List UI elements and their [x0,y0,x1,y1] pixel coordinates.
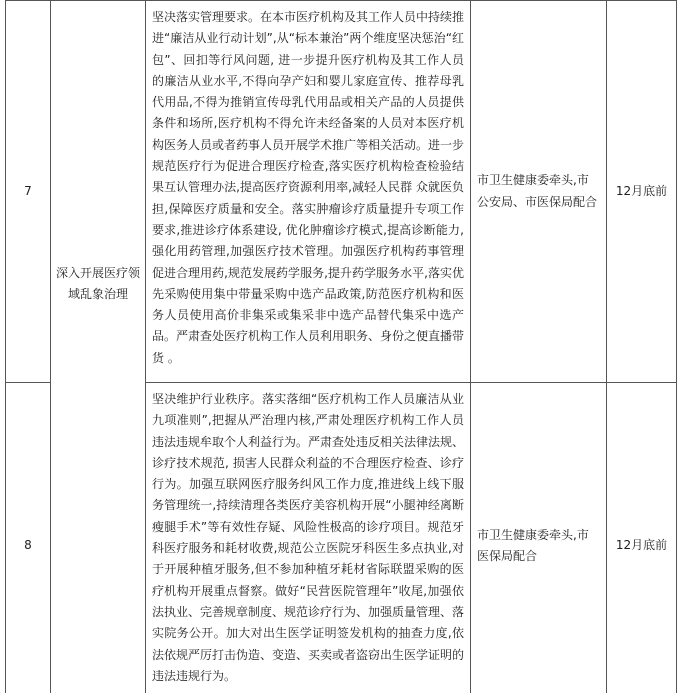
content-cell [146,383,471,693]
content-cell [146,1,471,383]
row-content-text: 坚决落实管理要求。在本市医疗机构及其工作人员中持续推进“廉洁从业行动计划”,从“标本兼治”两个维度坚决惩治“红包”、回扣等行风问题, 进一步提升医疗机构及其工作人员的廉洁从业水平,不得向孕产妇和婴儿家庭宣传、推荐母乳代用品,不得为推销宣传母乳代用品或相关产品的人员提供条件和场所,医疗机构不得允许未经备案的人员对本医疗机构医务人员或者药事人员开展学术推广等相关活动。进一步规范医疗行为促进合理医疗检查,落实医疗机构检查检验结果互认管理办法,提高医疗资源利用率,减轻人民群 众就医负担,保障医疗质量和安全。落实肿瘤诊疗质量提升专项工作要求,推进诊疗体系建设, 优化肿瘤诊疗模式,提高诊断能力,强化用药管理,加强医疗技术管理。加强医疗机构药事管理 促进合理用药,规范发展药学服务,提升药学服务水平,落实优先采购使用集中带量采购中选产品政策,防范医疗机构和医务人员使用高价非集采或集采非中选产品替代集采中选产品。严肃查处医疗机构工作人员利用职务、身份之便直播带货 。 [152,10,465,365]
deadline-cell [607,383,677,693]
deadline-text: 12月底前 [615,183,668,198]
departments-cell [471,1,607,383]
deadline-cell [607,1,677,383]
task-name: 深入开展医疗领域乱象治理 [55,266,140,301]
departments-cell [471,383,607,693]
row-content-text: 坚决维护行业秩序。落实落细“医疗机构工作人员廉洁从业九项准则”,把握从严治理内核,严肃处理医疗机构工作人员违法违规牟取个人利益行为。严肃查处违反相关法律法规、诊疗技术规范, 损害人民群众利益的不合理医疗检查、诊疗行为。加强互联网医疗服务纠风工作力度,推进线上线下服务管理统一,持续清理各类医疗美容机构开展“小腿神经离断瘦腿手术”等有效性存疑、风险性极高的诊疗项目。规范牙科医疗服务和耗材收费,规范公立医院牙科医生多点执业,对于开展种植牙服务,但不参加种植牙耗材省际联盟采购的医疗机构开展重点督察。做好“民营医院管理年”收尾,加强依法执业、完善规章制度、规范诊疗行为、加强质量管理、落实院务公开。加大对出生医学证明签发机构的抽查力度,依法依规严厉打击伪造、变造、买卖或者盗窃出生医学证明的违法违规行为。 [152,392,465,683]
row-number-cell [6,383,51,693]
responsible-departments: 市卫生健康委牵头,市公安局、市医保局配合 [477,173,598,209]
task-table [5,0,677,693]
row-number: 8 [24,538,32,553]
table-row [6,1,677,383]
row-number: 7 [24,183,32,198]
task-name-cell [51,1,146,693]
responsible-departments: 市卫生健康委牵头,市医保局配合 [477,527,589,563]
row-number-cell [6,1,51,383]
deadline-text: 12月底前 [615,538,668,553]
